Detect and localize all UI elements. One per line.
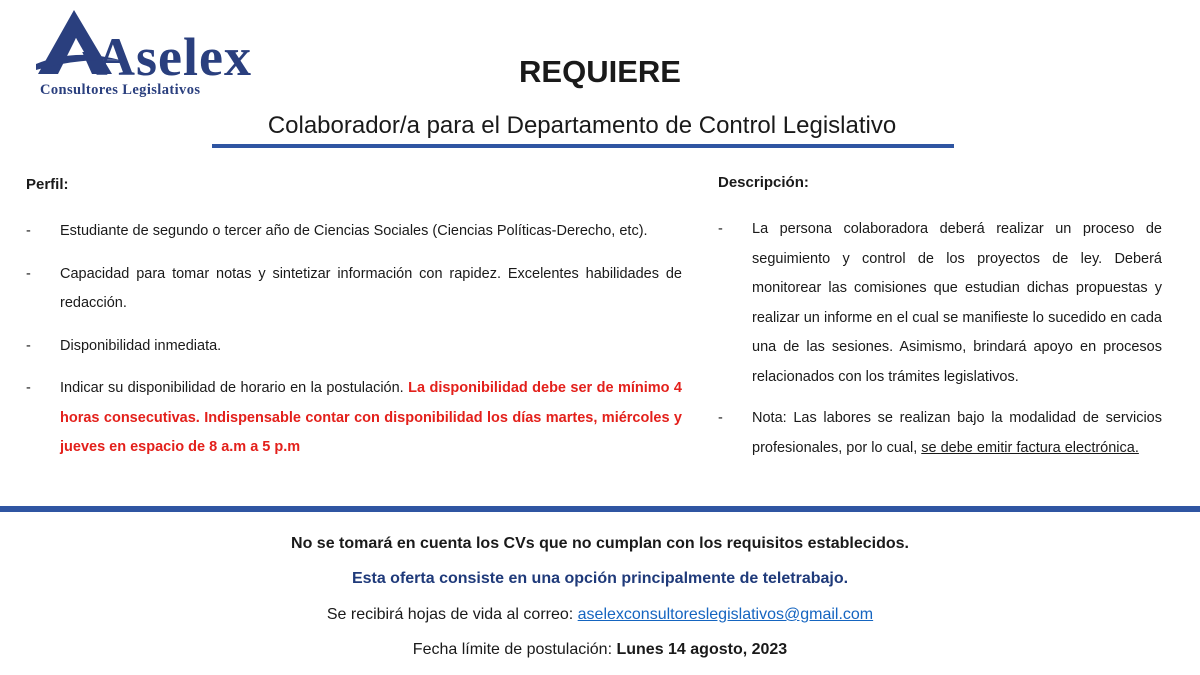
perfil-heading: Perfil: xyxy=(26,176,69,193)
perfil-item xyxy=(26,374,682,463)
bullet-dash: - xyxy=(26,380,31,396)
perfil-item-text: Disponibilidad inmediata. xyxy=(60,337,222,354)
perfil-item-text: Capacidad para tomar notas y sintetizar información con rapidez. Excelentes habilidades de redacción. xyxy=(60,265,682,311)
perfil-item xyxy=(26,332,682,362)
descripcion-section xyxy=(718,174,1162,475)
deadline-date: Lunes 14 agosto, 2023 xyxy=(616,641,788,658)
perfil-section xyxy=(26,176,682,476)
bullet-dash: - xyxy=(718,410,723,426)
deadline-line xyxy=(0,641,1200,659)
page-title: REQUIERE xyxy=(519,54,681,89)
bullet-dash: - xyxy=(26,265,31,282)
perfil-item xyxy=(26,260,682,319)
descripcion-heading: Descripción: xyxy=(718,174,809,191)
logo-wordmark: Aselex xyxy=(96,27,252,87)
descripcion-item xyxy=(718,215,1162,392)
descripcion-item xyxy=(718,404,1162,463)
invoice-note: se debe emitir factura electrónica. xyxy=(921,439,1139,456)
email-line xyxy=(0,606,1200,624)
perfil-item-text: Estudiante de segundo o tercer año de Ciencias Sociales (Ciencias Políticas-Derecho, etc). xyxy=(60,223,648,239)
deadline-prefix: Fecha límite de postulación: xyxy=(412,641,617,658)
bullet-dash: - xyxy=(26,223,31,239)
perfil-item xyxy=(26,217,682,247)
descripcion-item-text: Nota: Las labores se realizan bajo la modalidad de servicios profesionales, por lo cual, xyxy=(752,410,1162,456)
requirements-warning: No se tomará en cuenta los CVs que no cumplan con los requisitos establecidos. xyxy=(291,535,909,552)
footer-divider xyxy=(0,506,1200,512)
perfil-item-text: Indicar su disponibilidad de horario en la postulación. xyxy=(60,380,409,396)
availability-requirement: La disponibilidad debe ser de mínimo 4 horas consecutivas. Indispensable contar con disponibilidad los días martes, miércoles y jueves en espacio de 8 a.m a 5 p.m xyxy=(60,380,682,455)
logo-tagline: Consultores Legislativos xyxy=(40,82,201,98)
descripcion-item-text: La persona colaboradora deberá realizar un proceso de seguimiento y control de los proyectos de ley. Deberá monitorear las comisiones que estudian dichas propuestas y realizar un informe en el cual se manifieste lo sucedido en cada una de las sesiones. Asimismo, brindará apoyo en procesos relacionados con los trámites legislativos. xyxy=(752,221,1162,385)
remote-work-note: Esta oferta consiste en una opción principalmente de teletrabajo. xyxy=(351,570,849,587)
title-divider xyxy=(212,144,954,148)
email-prefix: Se recibirá hojas de vida al correo: xyxy=(326,606,578,623)
email-link[interactable]: aselexconsultoreslegislativos@gmail.com xyxy=(577,606,874,623)
bullet-dash: - xyxy=(718,221,723,237)
bullet-dash: - xyxy=(26,337,31,354)
page-subtitle: Colaborador/a para el Departamento de Control Legislativo xyxy=(267,112,897,139)
